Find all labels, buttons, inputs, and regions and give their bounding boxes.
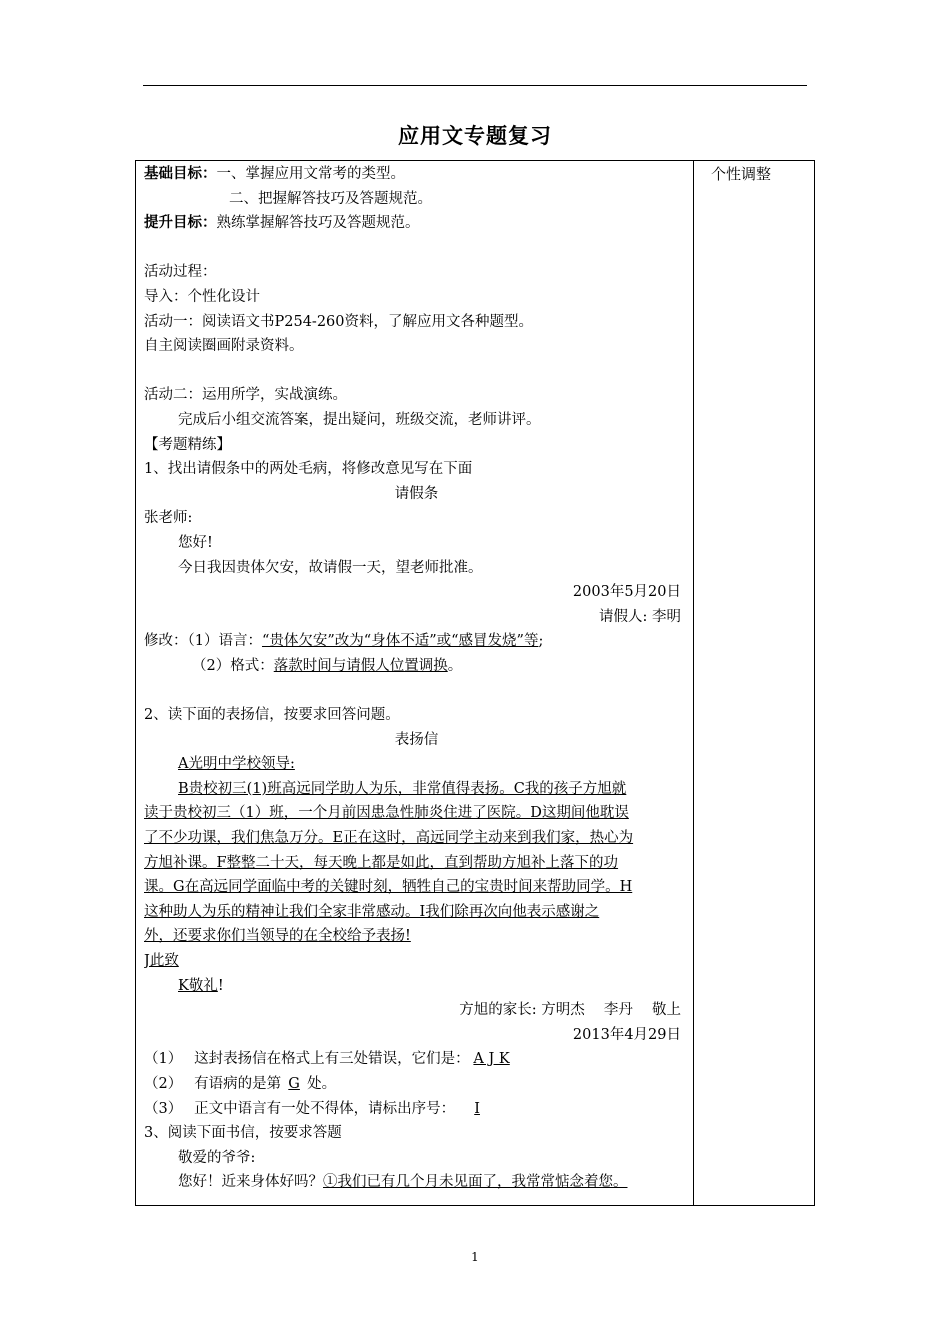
q1-greeting: 您好!	[178, 534, 213, 551]
process-heading: 活动过程：	[144, 264, 217, 281]
q1-body: 今日我因贵体欠安，故请假一天，望老师批准。	[178, 559, 483, 576]
q2-date: 2013年4月29日	[572, 1026, 681, 1043]
q2-body-text: 这种助人为乐的精神让我们全家非常感动。Ⅰ我们除再次向他表示感谢之	[144, 903, 600, 920]
q2-body-line	[144, 851, 689, 876]
header-rule	[143, 85, 807, 86]
q2-salutation	[144, 752, 689, 777]
q2-body-text: 外，还要求你们当领导的在全校给予表扬!	[144, 928, 411, 945]
column-divider	[693, 160, 694, 1206]
q2-prompt: 2、读下面的表扬信，按要求回答问题。	[144, 707, 400, 724]
q2-sub-1-num: （1）	[144, 1051, 175, 1068]
side-column-header: 个性调整	[711, 165, 772, 183]
q2-closing-2-end: !	[217, 977, 224, 994]
q2-sub-3	[144, 1097, 689, 1122]
q2-letter-title: 表扬信	[394, 731, 439, 748]
q2-body-line	[144, 924, 689, 949]
q2-body-text: 方旭补课。F整整二十天，每天晚上都是如此，直到帮助方旭补上落下的功	[144, 854, 619, 871]
q2-body-text: 了不少功课，我们焦急万分。E正在这时，高远同学主动来到我们家，热心为	[144, 830, 634, 847]
q1-date: 2003年5月20日	[572, 584, 681, 601]
exam-heading: 【考题精练】	[144, 436, 231, 453]
q2-sub-2-num: （2）	[144, 1075, 175, 1092]
q2-closing-1-text: J此致	[144, 953, 179, 969]
q1-fix-label: 修改：（1）语言：	[144, 633, 262, 650]
q2-body-text: 读于贵校初三（1）班，一个月前因患急性肺炎住进了医院。D这期间他耽误	[144, 805, 629, 822]
q1-fix-2-label: （2）格式：	[192, 657, 274, 674]
q2-closing-1	[144, 949, 689, 974]
q3-body-b: ①我们已有几个月未见面了，我常常惦念着您。	[323, 1174, 628, 1191]
activity-1: 活动一：阅读语文书P254-260资料，了解应用文各种题型。	[144, 313, 534, 330]
q3-prompt: 3、阅读下面书信，按要求答题	[144, 1125, 342, 1142]
q2-sub-1-answer: A J K	[473, 1051, 510, 1068]
q2-sub-2-answer: G	[288, 1075, 300, 1092]
q2-sub-3-answer: I	[474, 1100, 480, 1117]
q2-sub-2	[144, 1072, 689, 1097]
q2-body-line	[144, 875, 689, 900]
q3-body	[144, 1170, 689, 1195]
q2-sub-3-num: （3）	[144, 1100, 175, 1117]
activity-2-sub: 完成后小组交流答案，提出疑问，班级交流，老师讲评。	[178, 411, 541, 428]
spacer	[144, 236, 689, 261]
main-column	[144, 162, 689, 1195]
spacer	[144, 359, 689, 384]
q2-body-line	[144, 777, 689, 802]
q2-body-line	[144, 900, 689, 925]
q2-body-text: 课。G在高远同学面临中考的关键时刻，牺牲自己的宝贵时间来帮助同学。H	[144, 879, 633, 896]
q1-prompt: 1、找出请假条中的两处毛病，将修改意见写在下面	[144, 461, 473, 478]
q2-closing-2	[144, 974, 689, 999]
q2-body-line	[144, 801, 689, 826]
advanced-goal: 熟练掌握解答技巧及答题规范。	[216, 215, 420, 232]
q2-sub-2-text-b: 处。	[307, 1075, 337, 1092]
q3-salutation: 敬爱的爷爷:	[178, 1149, 256, 1166]
q1-note-title: 请假条	[394, 485, 439, 502]
advanced-goal-line	[144, 211, 689, 236]
q2-body-text: B贵校初三(1)班高远同学助人为乐，非常值得表扬。C我的孩子方旭就	[178, 780, 627, 797]
q1-salutation: 张老师:	[144, 510, 193, 527]
q2-body-line	[144, 826, 689, 851]
page-number: 1	[471, 1250, 479, 1264]
q2-salutation-text: A光明中学校领导:	[178, 756, 295, 773]
activity-1-sub: 自主阅读圈画附录资料。	[144, 338, 304, 355]
q1-fix-1-answer: “贵体欠安”改为“身体不适”或“感冒发烧”等	[261, 633, 539, 650]
document-title: 应用文专题复习	[398, 124, 552, 148]
q2-sub-1-text: 这封表扬信在格式上有三处错误，它们是：	[194, 1051, 470, 1068]
advanced-goal-label: 提升目标：	[144, 215, 217, 232]
spacer	[144, 678, 689, 703]
basic-goal-line-2: 二、把握解答技巧及答题规范。	[229, 190, 432, 207]
q1-fix-2-end: 。	[447, 657, 463, 674]
q1-fix-1-end: ;	[538, 633, 544, 650]
basic-goal-label: 基础目标：	[144, 166, 217, 182]
activity-2: 活动二：运用所学，实战演练。	[144, 387, 347, 404]
q3-body-a: 您好！近来身体好吗？	[178, 1174, 323, 1191]
q2-signer: 方旭的家长: 方明杰 李丹 敬上	[459, 1002, 681, 1019]
q1-signer: 请假人: 李明	[599, 608, 681, 625]
q2-sub-2-text-a: 有语病的是第	[194, 1075, 282, 1092]
basic-goal-line-1	[144, 162, 689, 187]
intro-line: 导入：个性化设计	[144, 288, 260, 305]
q1-fix-2	[144, 654, 689, 679]
q2-sub-1	[144, 1047, 689, 1072]
q1-fix-2-answer: 落款时间与请假人位置调换	[273, 657, 448, 674]
basic-goal-1: 一、掌握应用文常考的类型。	[216, 166, 405, 182]
q2-closing-2-text: K敬礼	[178, 977, 218, 994]
q1-fix-1	[144, 629, 689, 654]
q2-sub-3-text: 正文中语言有一处不得体，请标出序号：	[194, 1100, 456, 1117]
